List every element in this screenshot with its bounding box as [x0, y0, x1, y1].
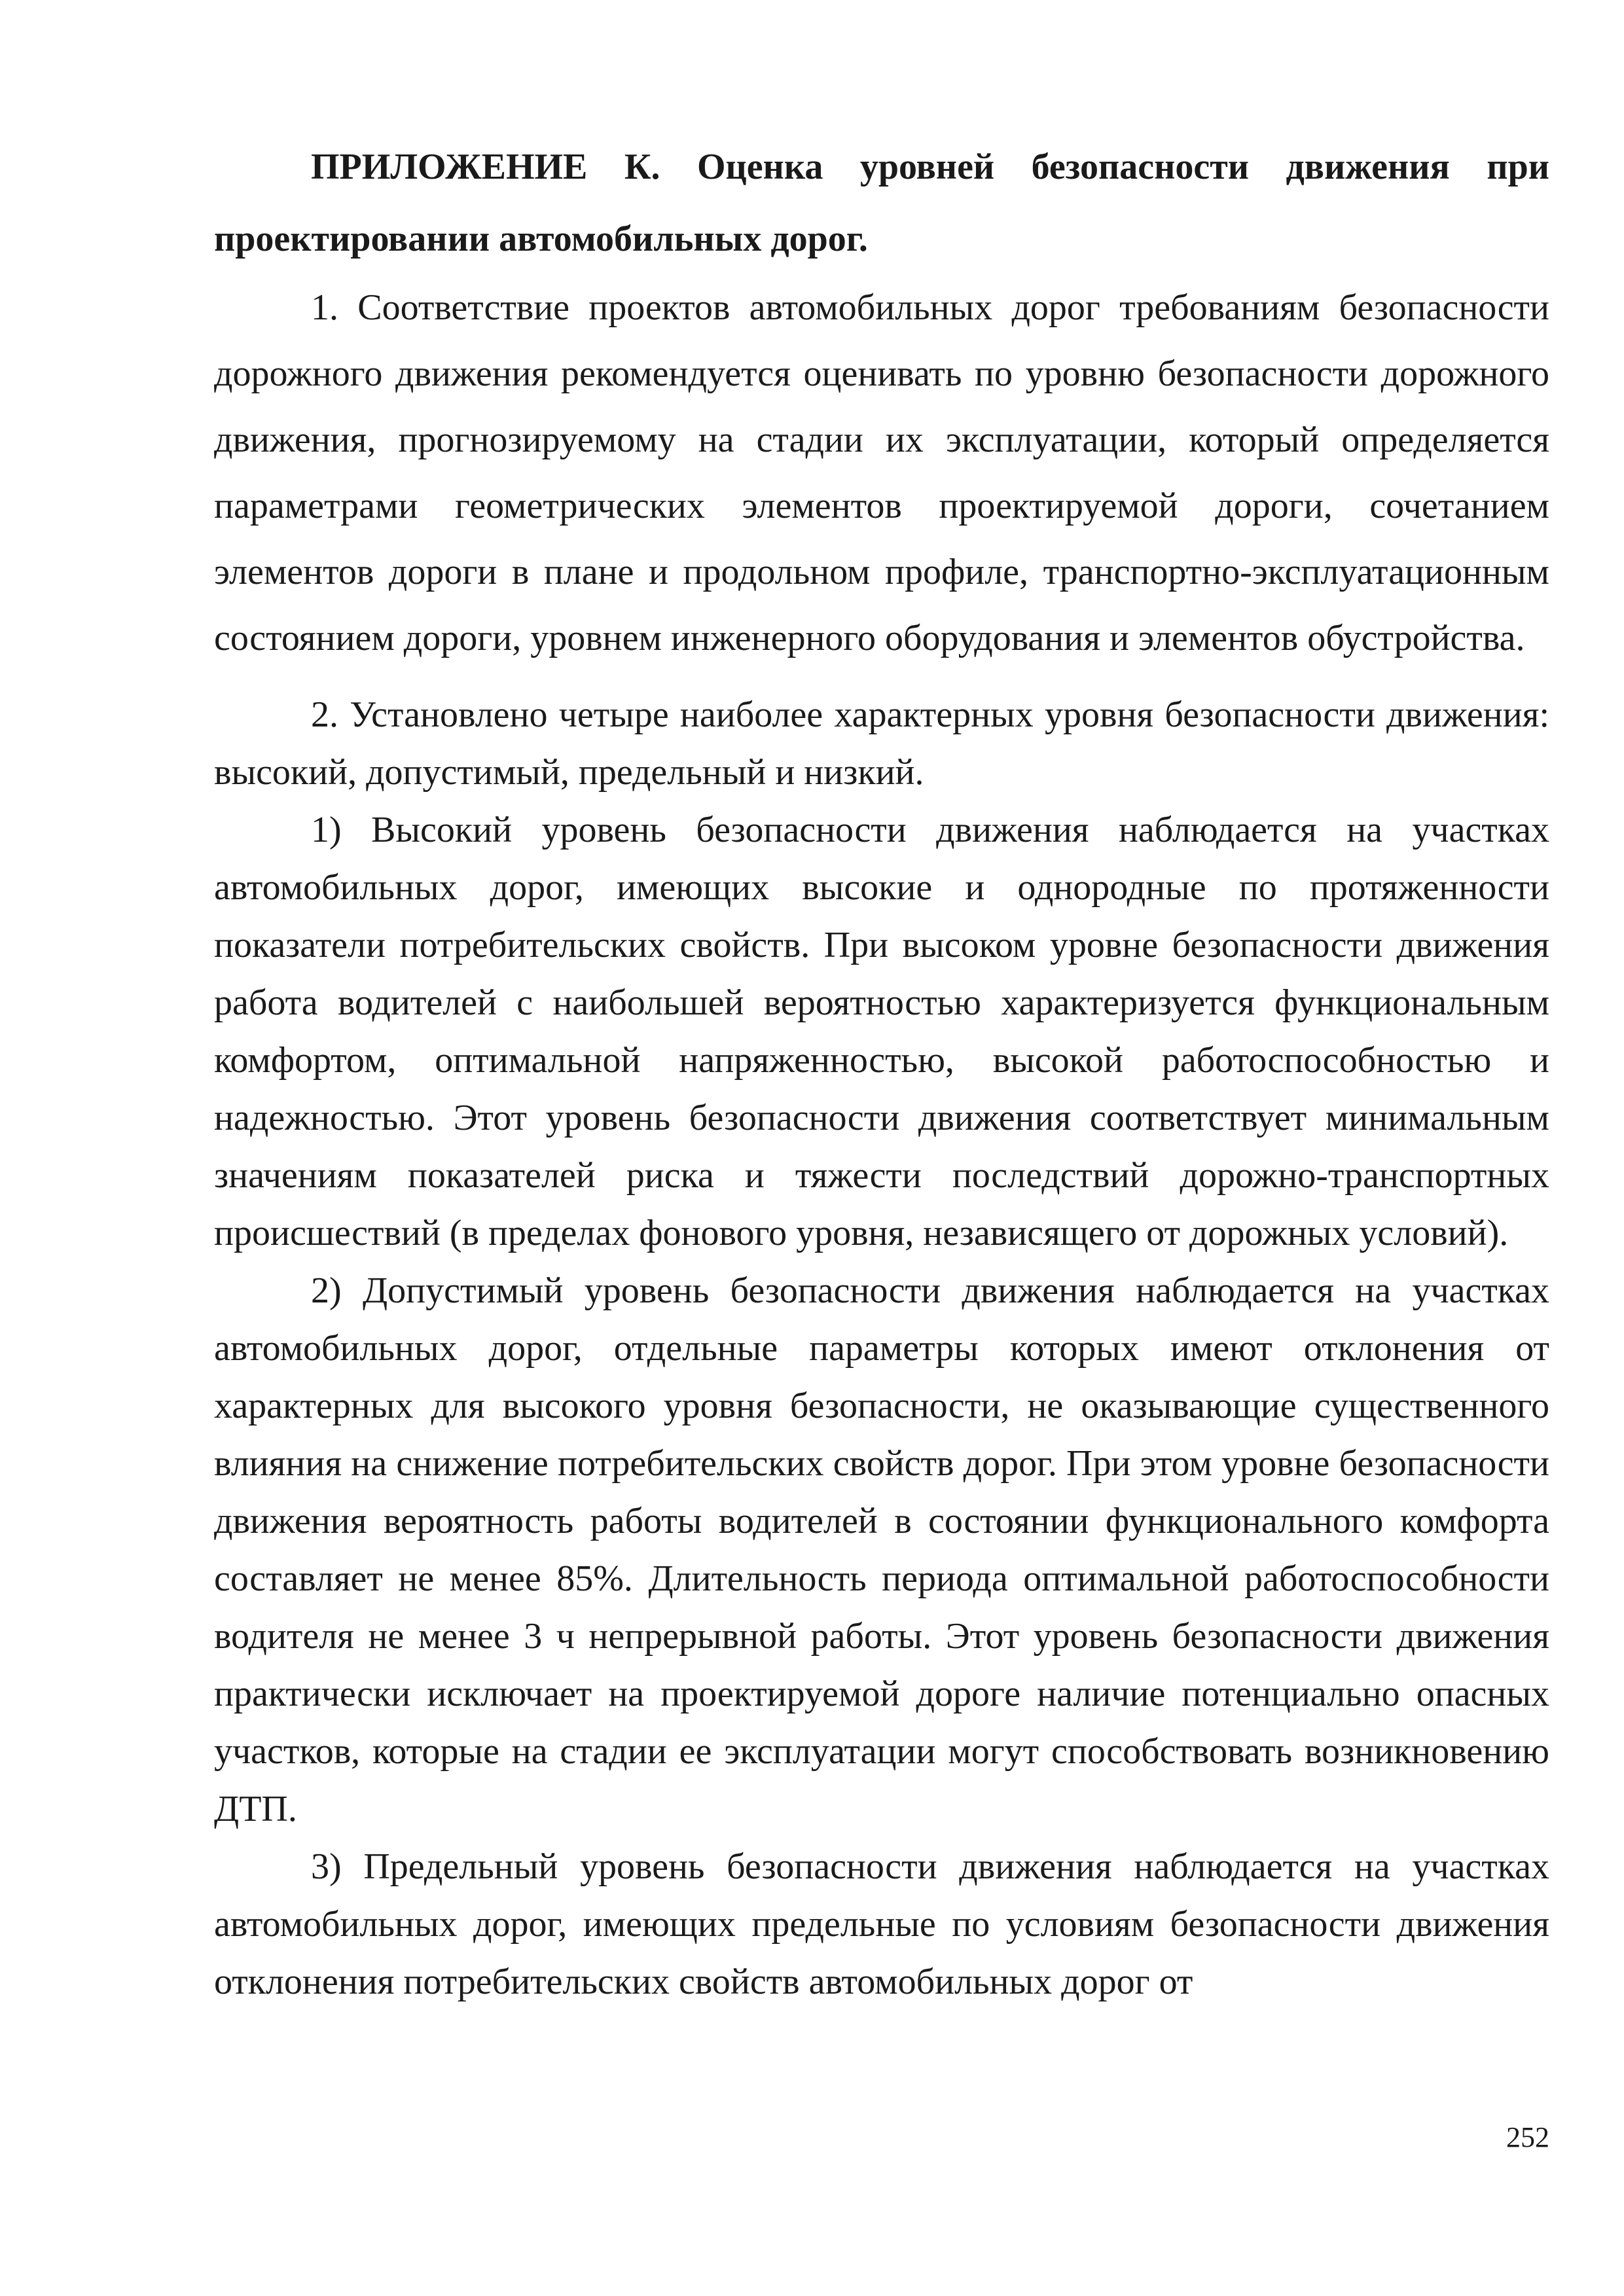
paragraph-acceptable-level: 2) Допустимый уровень безопасности движения наблюдается на участках автомобильных дорог, отдельные параметры которых имеют отклонения от характерных для высокого уровня безопасности, не оказывающие существенного влияния на снижение потребительских свойств дорог. При этом уровне безопасности движения вероятность работы водителей в состоянии функционального комфорта составляет не менее 85%. Длительность периода оптимальной работоспособности водителя не менее 3 ч непрерывной работы. Этот уровень безопасности движения практически исключает на проектируемой дороге наличие потенциально опасных участков, которые на стадии ее эксплуатации могут способствовать возникновению ДТП. [214, 1270, 1549, 1829]
paragraph-limit-level: 3) Предельный уровень безопасности движения наблюдается на участках автомобильных дорог, имеющих предельные по условиям безопасности движения отклонения потребительских свойств автомобильных дорог от [214, 1846, 1549, 2002]
appendix-heading: ПРИЛОЖЕНИЕ К. Оценка уровней безопасности движения при проектировании автомобильных дорог. [214, 147, 1549, 259]
page-content [214, 131, 1549, 2011]
paragraph-2: 2. Установлено четыре наиболее характерных уровня безопасности движения: высокий, допустимый, предельный и низкий. [214, 694, 1549, 793]
paragraph-high-level: 1) Высокий уровень безопасности движения наблюдается на участках автомобильных дорог, имеющих высокие и однородные по протяженности показатели потребительских свойств. При высоком уровне безопасности движения работа водителей с наибольшей вероятностью характеризуется функциональным комфортом, оптимальной напряженностью, высокой работоспособностью и надежностью. Этот уровень безопасности движения соответствует минимальным значениям показателей риска и тяжести последствий дорожно-транспортных происшествий (в пределах фонового уровня, независящего от дорожных условий). [214, 810, 1549, 1253]
page-number: 252 [1506, 2121, 1549, 2153]
paragraph-1: 1. Соответствие проектов автомобильных дорог требованиям безопасности дорожного движения рекомендуется оценивать по уровню безопасности дорожного движения, прогнозируемому на стадии их эксплуатации, который определяется параметрами геометрических элементов проектируемой дороги, сочетанием элементов дороги в плане и продольном профиле, транспортно-эксплуатационным состоянием дороги, уровнем инженерного оборудования и элементов обустройства. [214, 287, 1549, 658]
